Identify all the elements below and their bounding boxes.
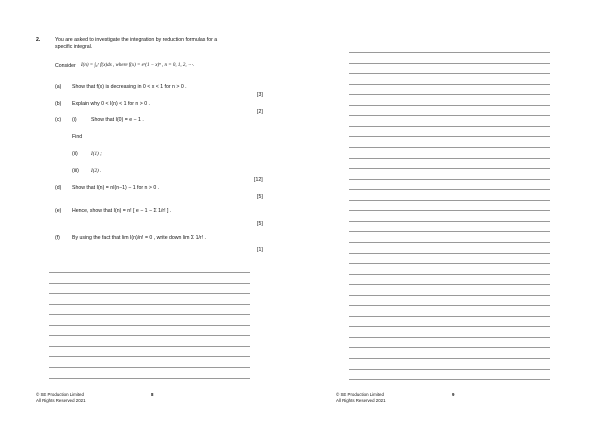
part-e-text: Hence, show that I(n) = n! [ e − 1 − Σ 1/r! ] .	[72, 208, 172, 214]
answer-line[interactable]	[349, 168, 550, 169]
find-text: Find	[72, 134, 83, 140]
answer-line[interactable]	[349, 105, 550, 106]
consider-math: I(n) = ∫₀ˣ f(x)dx , where f(x) = eˣ(1 − x)ⁿ , n = 0, 1, 2, ⋯.	[81, 63, 195, 68]
answer-line[interactable]	[349, 115, 550, 116]
answer-line[interactable]	[349, 379, 550, 380]
answer-line[interactable]	[49, 272, 250, 273]
part-b-text: Explain why 0 < I(n) < 1 for n > 0 .	[72, 101, 150, 107]
part-b-marks: [2]	[257, 109, 263, 115]
footer-copyright: © SE Production Limited	[36, 392, 84, 397]
part-a-label: (a)	[55, 84, 62, 90]
answer-line[interactable]	[49, 304, 250, 305]
footer-copyright-right: © SE Production Limited	[336, 392, 384, 397]
answer-line[interactable]	[349, 158, 550, 159]
part-a-marks: [3]	[257, 92, 263, 98]
part-d-text: Show that I(n) = nI(n−1) − 1 for n > 0 .	[72, 185, 160, 191]
answer-line[interactable]	[349, 274, 550, 275]
part-c-i-sub: (i)	[72, 117, 77, 123]
answer-line[interactable]	[349, 147, 550, 148]
answer-line[interactable]	[49, 283, 250, 284]
intro-line-2: specific integral.	[55, 44, 93, 50]
answer-line[interactable]	[349, 326, 550, 327]
part-e-label: (e)	[55, 208, 62, 214]
answer-line[interactable]	[349, 253, 550, 254]
part-c-iii-sub: (iii)	[72, 168, 79, 174]
part-c-marks: [12]	[254, 177, 263, 183]
answer-line[interactable]	[349, 84, 550, 85]
intro-line-1: You are asked to investigate the integration by reduction formulas for a	[55, 37, 218, 43]
answer-line[interactable]	[349, 358, 550, 359]
answer-line[interactable]	[49, 367, 250, 368]
answer-line[interactable]	[349, 337, 550, 338]
answer-line[interactable]	[349, 305, 550, 306]
right-page	[300, 0, 600, 424]
part-f-marks: [1]	[257, 247, 263, 253]
answer-line[interactable]	[349, 221, 550, 222]
answer-line[interactable]	[349, 63, 550, 64]
answer-line[interactable]	[49, 356, 250, 357]
question-number: 2.	[36, 37, 41, 43]
answer-line[interactable]	[349, 189, 550, 190]
answer-line[interactable]	[49, 325, 250, 326]
footer-rights: All Rights Reserved 2021	[36, 398, 86, 403]
part-c-i-text: Show that I(0) = e − 1 .	[91, 117, 144, 123]
answer-line[interactable]	[349, 52, 550, 53]
answer-line[interactable]	[49, 293, 250, 294]
answer-line[interactable]	[349, 200, 550, 201]
answer-line[interactable]	[49, 346, 250, 347]
part-d-label: (d)	[55, 185, 62, 191]
answer-line[interactable]	[49, 378, 250, 379]
part-f-label: (f)	[55, 235, 60, 241]
part-c-ii-sub: (ii)	[72, 151, 78, 157]
part-d-marks: [5]	[257, 194, 263, 200]
answer-line[interactable]	[349, 136, 550, 137]
page-number: 8	[151, 392, 154, 397]
answer-line[interactable]	[349, 94, 550, 95]
answer-line[interactable]	[349, 369, 550, 370]
part-f-text: By using the fact that lim I(n)/n! = 0 , write down lim Σ 1/r! .	[72, 235, 206, 241]
page-number-right: 9	[452, 392, 455, 397]
answer-line[interactable]	[349, 284, 550, 285]
part-c-iii-text: I(2) .	[91, 168, 102, 174]
answer-line[interactable]	[349, 210, 550, 211]
consider-prefix: Consider	[55, 63, 76, 69]
answer-line[interactable]	[349, 347, 550, 348]
part-c-ii-text: I(1) ;	[91, 151, 102, 157]
footer-rights-right: All Rights Reserved 2021	[336, 398, 386, 403]
answer-line[interactable]	[349, 295, 550, 296]
part-a-text: Show that f(x) is decreasing in 0 < x < 1 for n > 0 .	[72, 84, 187, 90]
answer-line[interactable]	[49, 335, 250, 336]
answer-line[interactable]	[349, 179, 550, 180]
answer-line[interactable]	[49, 314, 250, 315]
answer-line[interactable]	[349, 126, 550, 127]
answer-line[interactable]	[349, 242, 550, 243]
answer-line[interactable]	[349, 263, 550, 264]
answer-line[interactable]	[349, 231, 550, 232]
part-b-label: (b)	[55, 101, 62, 107]
part-e-marks: [5]	[257, 221, 263, 227]
answer-line[interactable]	[349, 73, 550, 74]
answer-line[interactable]	[349, 316, 550, 317]
part-c-label: (c)	[55, 117, 62, 123]
